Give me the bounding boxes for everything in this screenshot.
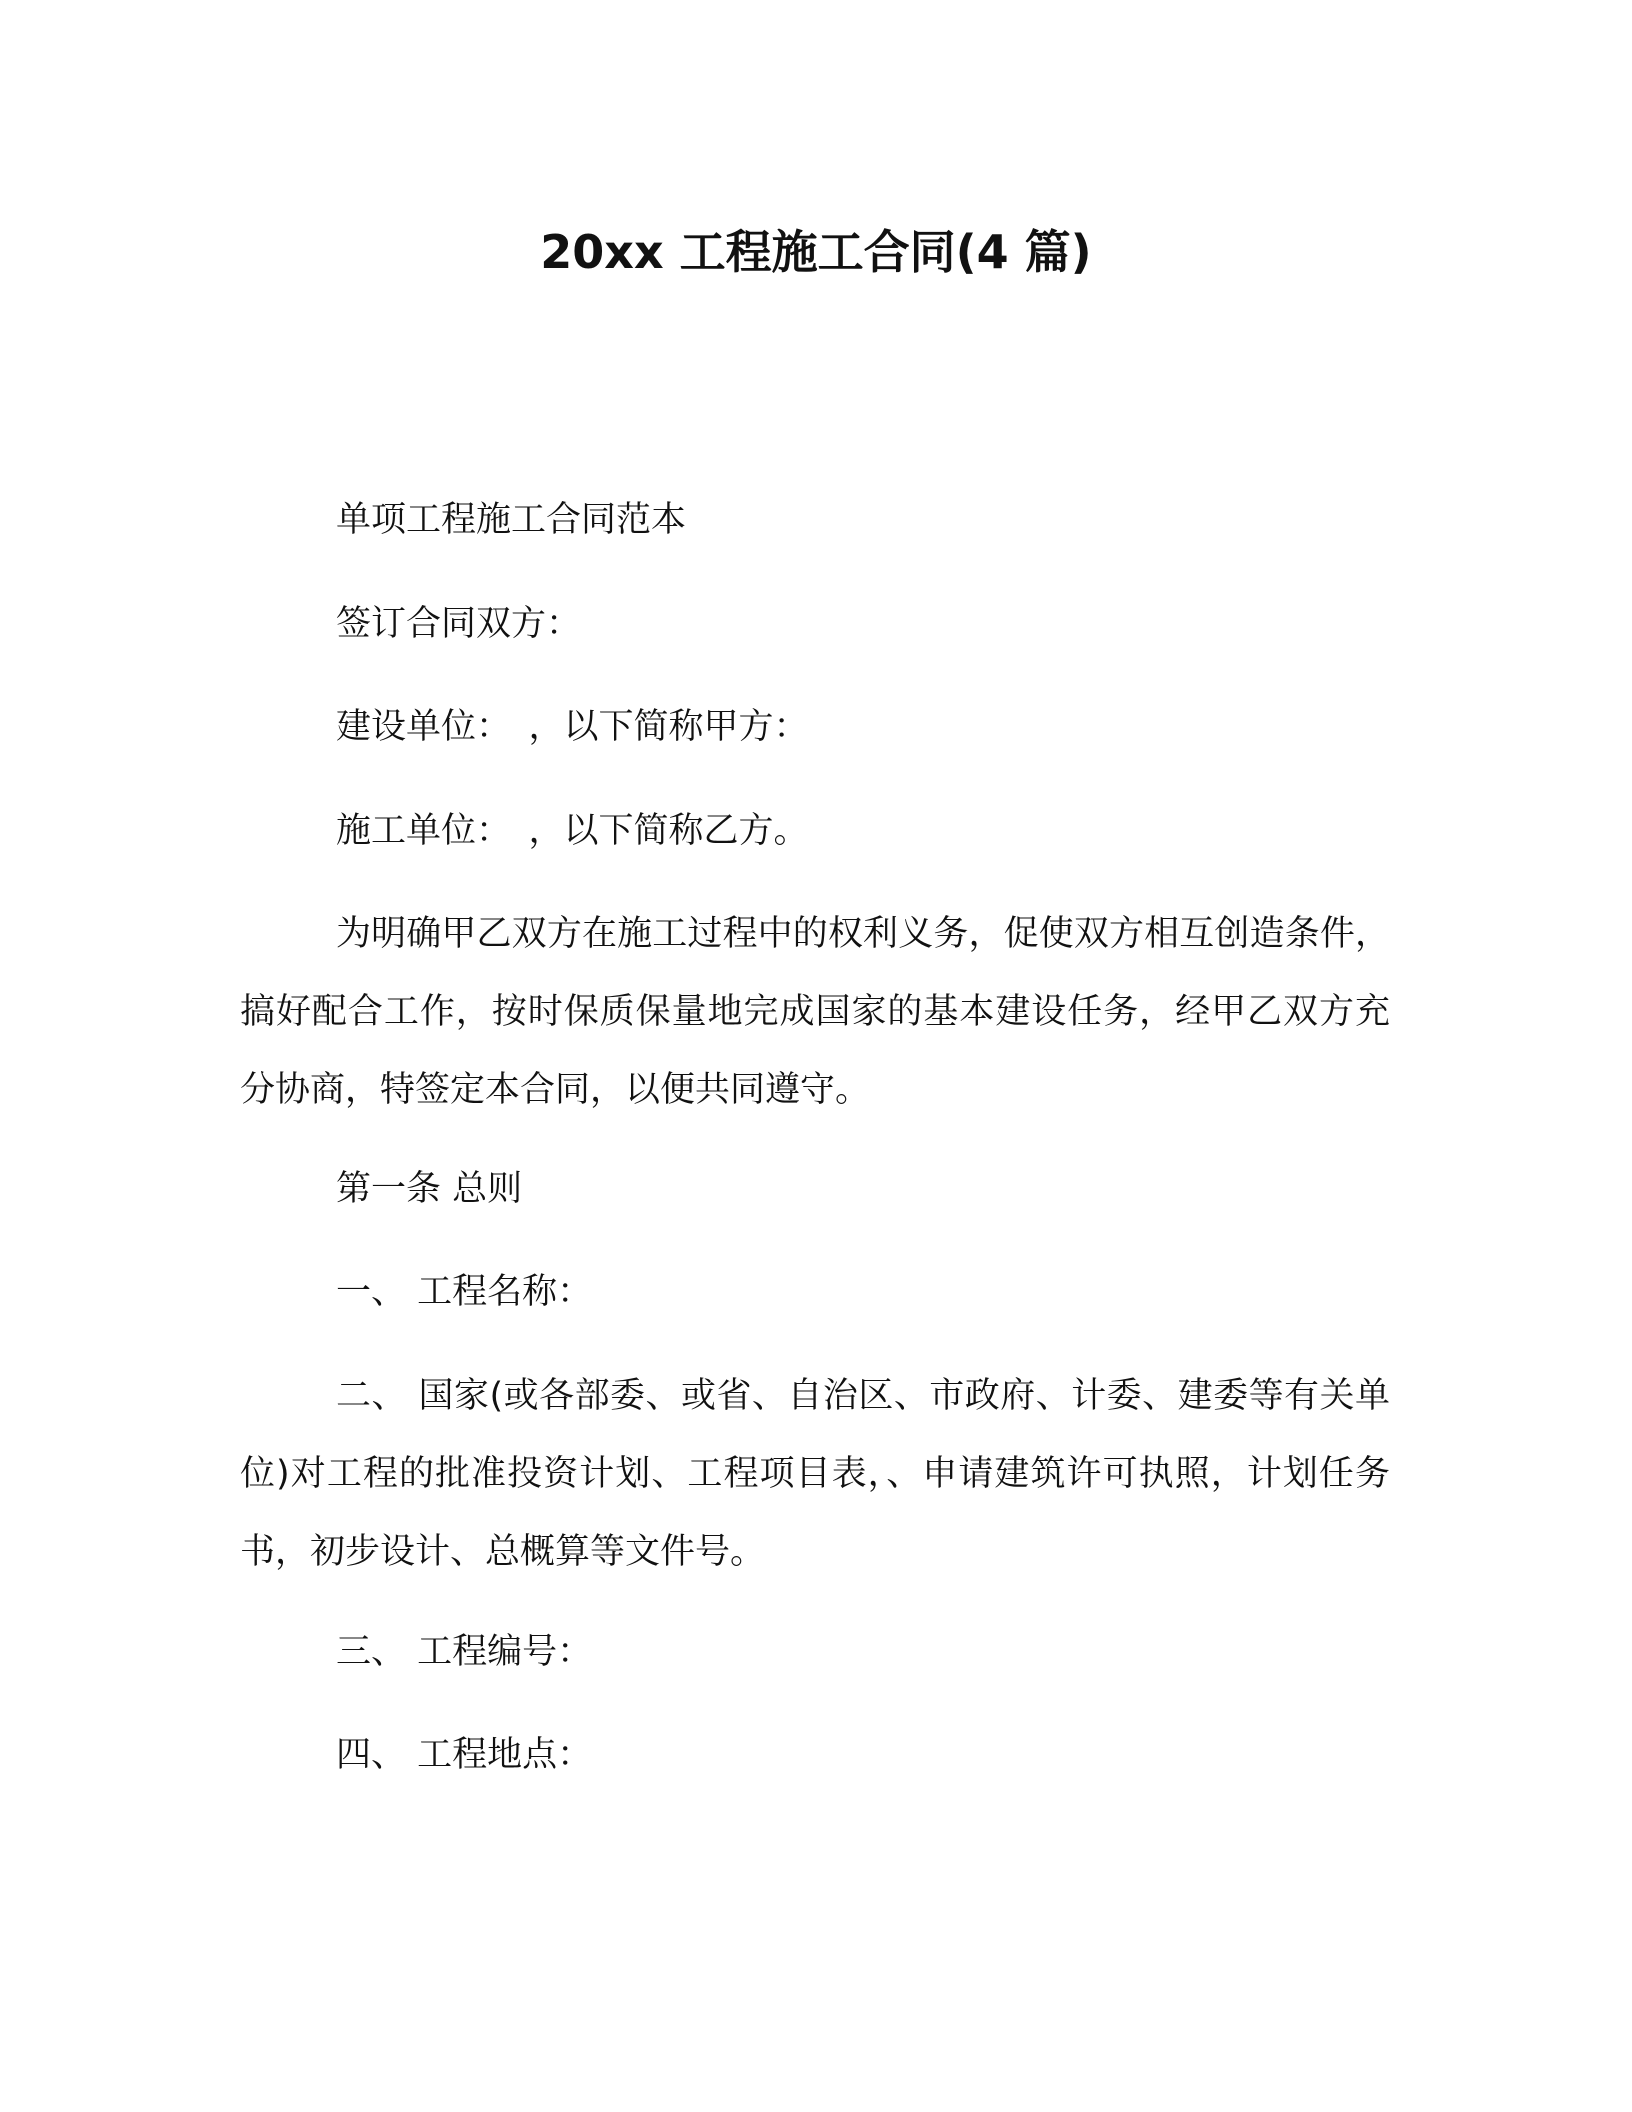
document-title: 20xx 工程施工合同(4 篇) [540, 225, 1092, 279]
item-2-approval-documents: 二、 国家(或各部委、或省、自治区、市政府、计委、建委等有关单位)对工程的批准投资计划、工程项目表，、申请建筑许可执照，计划任务书，初步设计、总概算等文件号。 [240, 1376, 1390, 1572]
preamble-paragraph: 为明确甲乙双方在施工过程中的权利义务，促使双方相互创造条件，搞好配合工作，按时保质保量地完成国家的基本建设任务，经甲乙双方充分协商，特签定本合同，以便共同遵守。 [240, 914, 1390, 1110]
item-4-project-location: 四、 工程地点： [336, 1735, 593, 1775]
contract-subtitle: 单项工程施工合同范本 [336, 500, 687, 540]
party-a-line: 建设单位： ，以下简称甲方： [336, 707, 809, 747]
party-b-line: 施工单位： ，以下简称乙方。 [336, 811, 809, 851]
parties-heading: 签订合同双方： [336, 604, 582, 644]
item-3-project-number: 三、 工程编号： [336, 1632, 593, 1672]
item-1-project-name: 一、 工程名称： [336, 1272, 593, 1312]
article-1-heading: 第一条 总则 [336, 1169, 523, 1209]
